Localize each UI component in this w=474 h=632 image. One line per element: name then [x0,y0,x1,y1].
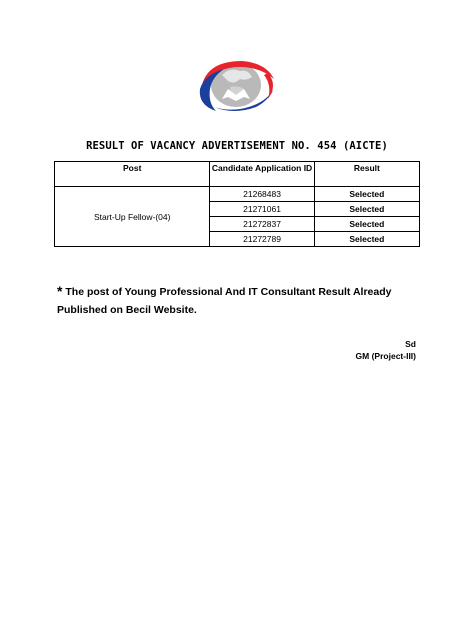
result-cell: Selected [314,187,419,202]
candidate-id-cell: 21271061 [210,202,314,217]
header-result: Result [314,162,419,187]
document-title: RESULT OF VACANCY ADVERTISEMENT NO. 454 (AICTE) [86,140,388,152]
becil-logo [194,55,278,115]
candidate-id-cell: 21268483 [210,187,314,202]
signature-block [356,338,416,362]
candidate-id-cell: 21272837 [210,217,314,232]
result-table [54,161,420,247]
publication-note [57,282,427,319]
result-cell: Selected [314,217,419,232]
result-cell: Selected [314,202,419,217]
signature-sd: Sd [405,339,416,349]
table-row [55,187,420,202]
note-text: The post of Young Professional And IT Consultant Result Already Published on Becil Website. [57,286,392,316]
header-candidate-id: Candidate Application ID [210,162,314,187]
signature-designation: GM (Project-III) [355,351,416,361]
candidate-id-cell: 21272789 [210,232,314,247]
note-asterisk: * [57,283,63,299]
table-header-row [55,162,420,187]
post-cell: Start-Up Fellow-(04) [55,187,210,247]
header-post: Post [55,162,210,187]
globe-logo-icon [194,55,278,115]
result-cell: Selected [314,232,419,247]
